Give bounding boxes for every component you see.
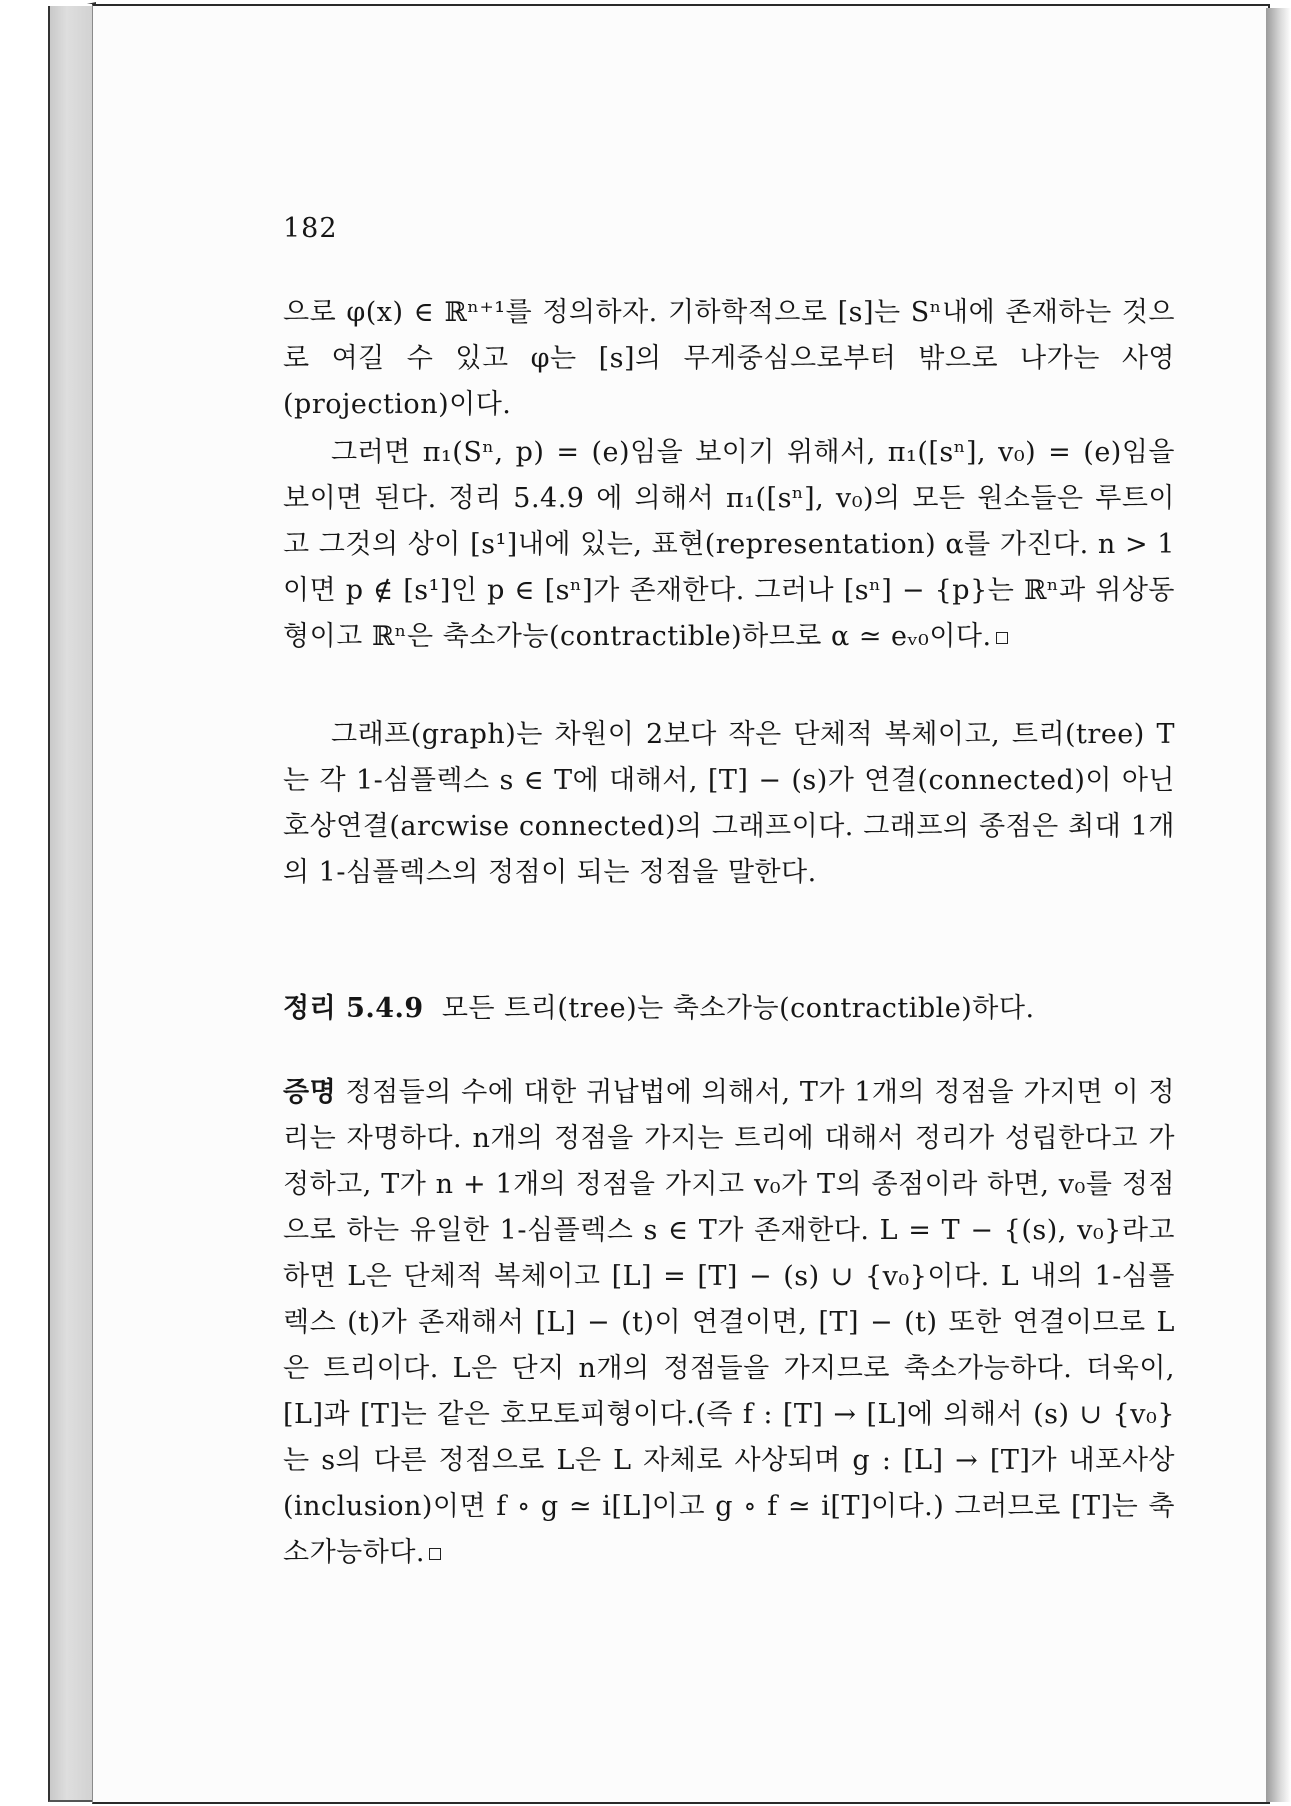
theorem-statement: [283, 986, 1175, 1032]
proof-body: 정점들의 수에 대한 귀납법에 의해서, T가 1개의 정점을 가지면 이 정리는 자명하다. n개의 정점을 가지는 트리에 대해서 정리가 성립한다고 가정하고, T가 n + 1개의 정점을 가지고 v₀가 T의 종점이라 하면, v₀를 정점으로 하는 유일한 1-심플렉스 s ∈ T가 존재한다. L = T − {(s), v₀}라고 하면 L은 단체적 복체이고 [L] = [T] − (s) ∪ {v₀}이다. L 내의 1-심플렉스 (t)가 존재해서 [L] − (t)이 연결이면, [T] − (t) 또한 연결이므로 L은 트리이다. L은 단지 n개의 정점들을 가지므로 축소가능하다. 더욱이, [L]과 [T]는 같은 호모토피형이다.(즉 f : [T] → [L]에 의해서 (s) ∪ {v₀}는 s의 다른 정점으로 L은 L 자체로 사상되며 g : [L] → [T]가 내포사상(inclusion)이면 f ∘ g ≃ i[L]이고 g ∘ f ≃ i[T]이다.) 그러므로 [T]는 축소가능하다.: [283, 1077, 1175, 1568]
page-edge-shadow: [1266, 8, 1291, 1802]
theorem-text: [283, 986, 1175, 1032]
book-spine: [48, 6, 92, 1802]
paragraph-text: 으로 φ(x) ∈ ℝⁿ⁺¹를 정의하자. 기하학적으로 [s]는 Sⁿ내에 존재하는 것으로 여길 수 있고 φ는 [s]의 무게중심으로부터 밖으로 나가는 사영(projection)이다.: [283, 297, 1175, 420]
paragraph-projection: [283, 290, 1175, 428]
theorem-body: 모든 트리(tree)는 축소가능(contractible)하다.: [441, 993, 1035, 1024]
theorem-label: 정리 5.4.9: [283, 993, 424, 1024]
paragraph-graph-definition: [283, 712, 1175, 896]
paragraph-text: 그래프(graph)는 차원이 2보다 작은 단체적 복체이고, 트리(tree) T는 각 1-심플렉스 s ∈ T에 대해서, [T] − (s)가 연결(connected)이 아닌 호상연결(arcwise connected)의 그래프이다. 그래프의 종점은 최대 1개의 1-심플렉스의 정점이 되는 정점을 말한다.: [283, 719, 1175, 888]
page-number: 182: [283, 213, 338, 244]
paragraph-body: 그러면 π₁(Sⁿ, p) = (e)임을 보이기 위해서, π₁([sⁿ], v₀) = (e)임을 보이면 된다. 정리 5.4.9 에 의해서 π₁([sⁿ], v₀)의 모든 원소들은 루트이고 그것의 상이 [s¹]내에 있는, 표현(representation) α를 가진다. n > 1이면 p ∉ [s¹]인 p ∈ [sⁿ]가 존재한다. 그러나 [sⁿ] − {p}는 ℝⁿ과 위상동형이고 ℝⁿ은 축소가능(contractible)하므로 α ≃ eᵥ₀이다.: [283, 437, 1175, 652]
qed-icon: [429, 1548, 441, 1560]
proof-block: [283, 1070, 1175, 1576]
paragraph-fundamental-group: [283, 430, 1175, 660]
proof-text: [283, 1070, 1175, 1576]
paragraph-text: [283, 430, 1175, 660]
qed-icon: [996, 632, 1008, 644]
proof-label: 증명: [283, 1077, 337, 1108]
